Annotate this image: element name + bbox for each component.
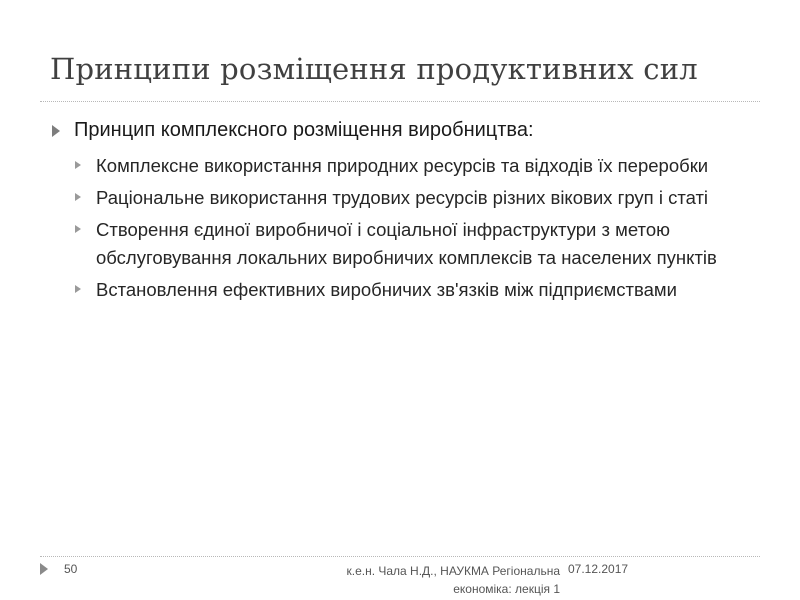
footer-divider	[40, 556, 760, 557]
title-divider	[40, 101, 760, 102]
sub-bullet-item	[50, 216, 762, 272]
sub-bullet-text: Раціональне використання трудових ресурсів різних вікових груп і статі	[96, 187, 709, 208]
triangle-bullet-icon	[75, 161, 81, 169]
main-bullet-text: Принцип комплексного розміщення виробництва:	[74, 119, 534, 141]
sub-bullet-item	[50, 184, 762, 212]
sub-bullet-text: Створення єдиної виробничої і соціальної інфраструктури з метою обслуговування локальних виробничих комплексів та населених пунктів	[96, 219, 717, 268]
footer-date: 07.12.2017	[568, 562, 629, 576]
sub-bullet-text: Встановлення ефективних виробничих зв'язків між підприємствами	[96, 279, 677, 300]
triangle-bullet-icon	[75, 225, 81, 233]
sub-bullet-text: Комплексне використання природних ресурсів та відходів їх переробки	[96, 155, 709, 176]
footer-author: к.е.н. Чала Н.Д., НАУКМА Регіональна економіка: лекція 1	[346, 564, 560, 596]
main-bullet-item	[50, 116, 762, 144]
sub-bullet-item	[50, 152, 762, 180]
triangle-bullet-icon	[75, 285, 81, 293]
sub-bullet-item	[50, 276, 762, 304]
page-number: 50	[64, 562, 78, 576]
footer-triangle-icon	[40, 563, 48, 575]
slide-content	[50, 116, 762, 308]
triangle-bullet-icon	[52, 125, 60, 137]
triangle-bullet-icon	[75, 193, 81, 201]
slide-title: Принципи розміщення продуктивних сил	[50, 52, 698, 86]
